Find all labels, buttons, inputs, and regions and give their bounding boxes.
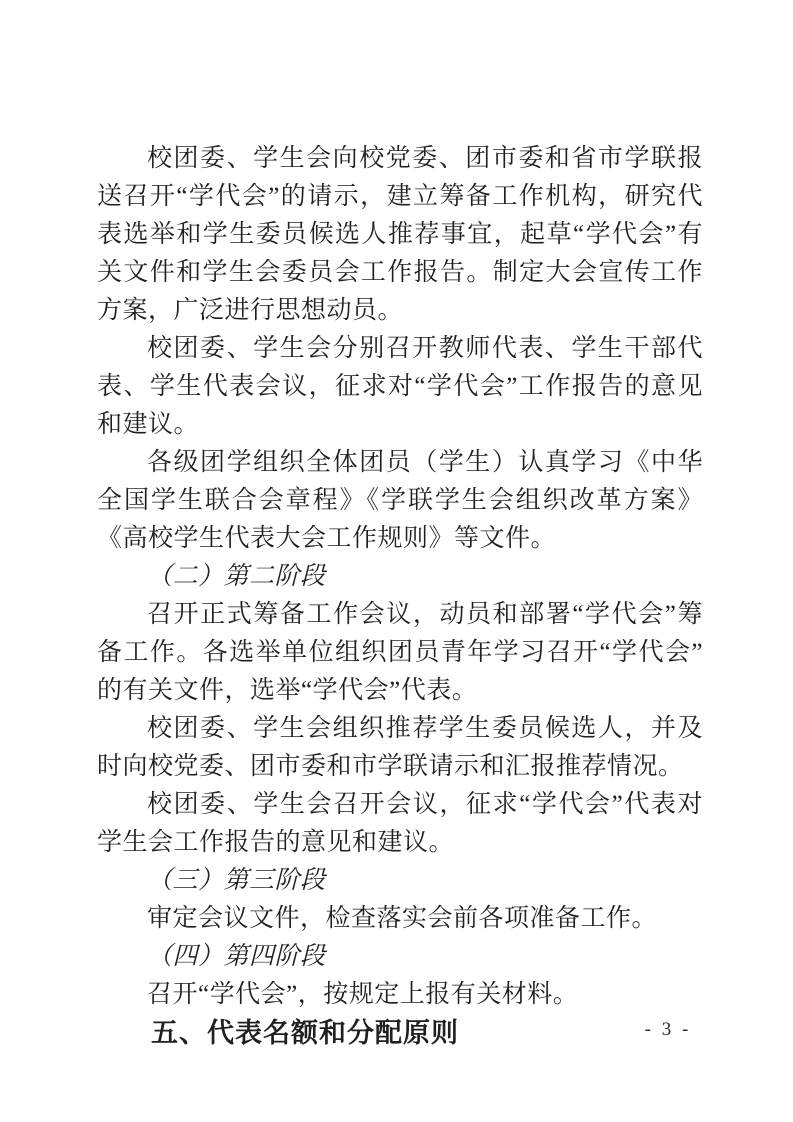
stage-subheading: （四）第四阶段 xyxy=(147,943,326,970)
paragraph: 校团委、学生会向校党委、团市委和省市学联报送召开“学代会”的请示，建立筹备工作机构，研究代表选举和学生委员候选人推荐事宜，起草“学代会”有关文件和学生会委员会工作报告。制定大会宣传工作方案，广泛进行思想动员。 xyxy=(97,145,703,324)
page-number: - 3 - xyxy=(644,1019,692,1040)
document-body xyxy=(97,140,703,1052)
paragraph: 召开“学代会”，按规定上报有关材料。 xyxy=(147,981,579,1008)
paragraph: 审定会议文件，检查落实会前各项准备工作。 xyxy=(147,905,658,932)
paragraph: 校团委、学生会分别召开教师代表、学生干部代表、学生代表会议，征求对“学代会”工作报告的意见和建议。 xyxy=(97,335,703,438)
section-heading: 五、代表名额和分配原则 xyxy=(151,1018,459,1048)
paragraph: 各级团学组织全体团员（学生）认真学习《中华全国学生联合会章程》《学联学生会组织改革方案》《高校学生代表大会工作规则》等文件。 xyxy=(97,449,703,552)
stage-subheading: （二）第二阶段 xyxy=(147,563,326,590)
paragraph: 召开正式筹备工作会议，动员和部署“学代会”筹备工作。各选举单位组织团员青年学习召开“学代会”的有关文件，选举“学代会”代表。 xyxy=(97,601,703,704)
paragraph: 校团委、学生会召开会议，征求“学代会”代表对学生会工作报告的意见和建议。 xyxy=(97,791,703,856)
stage-subheading: （三）第三阶段 xyxy=(147,867,326,894)
paragraph: 校团委、学生会组织推荐学生委员候选人，并及时向校党委、团市委和市学联请示和汇报推荐情况。 xyxy=(97,715,703,780)
